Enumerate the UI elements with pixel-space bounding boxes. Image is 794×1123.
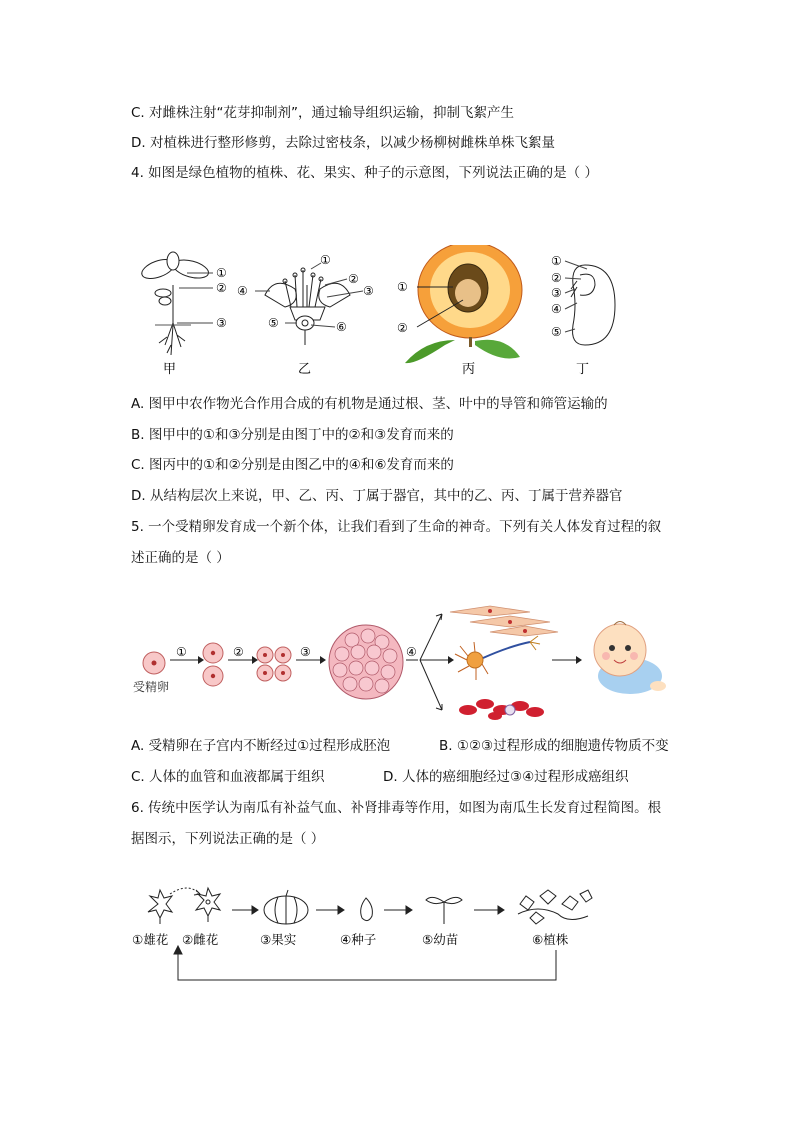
q5-option-c: C. 人体的血管和血液都属于组织 xyxy=(131,769,325,785)
ding-marker-3: ③ xyxy=(551,286,562,300)
pumpkin-plant-icon xyxy=(518,890,592,924)
q6-stem-line1: 6. 传统中医学认为南瓜有补益气血、补肾排毒等作用，如图为南瓜生长发育过程简图。根 xyxy=(131,800,662,816)
jia-label: 甲 xyxy=(163,362,177,377)
bing-label: 丙 xyxy=(462,362,476,377)
stage-seed: ④种子 xyxy=(340,932,377,947)
jia-marker-2: ② xyxy=(216,281,227,295)
four-cell-stage xyxy=(257,647,291,681)
yi-marker-4: ④ xyxy=(237,284,248,298)
stage-plant: ⑥植株 xyxy=(532,932,569,947)
ding-marker-2: ② xyxy=(551,271,562,285)
peach-bing-drawing xyxy=(405,245,522,363)
step-3-marker: ③ xyxy=(300,645,311,659)
q5-option-d: D. 人体的癌细胞经过③④过程形成癌组织 xyxy=(383,769,629,785)
q4-figure xyxy=(125,245,625,380)
blood-cells xyxy=(459,699,544,720)
plant-jia-drawing xyxy=(139,252,213,355)
yi-marker-1: ① xyxy=(320,253,331,267)
two-cell-stage xyxy=(203,643,223,686)
ding-marker-4: ④ xyxy=(551,302,562,316)
q5-stem-line2: 述正确的是（ ） xyxy=(131,550,230,566)
q6-figure xyxy=(128,884,598,989)
q4-option-a: A. 图甲中农作物光合作用合成的有机物是通过根、茎、叶中的导管和筛管运输的 xyxy=(131,396,608,412)
q4-stem: 4. 如图是绿色植物的植株、花、果实、种子的示意图，下列说法正确的是（ ） xyxy=(131,165,598,181)
yi-marker-6: ⑥ xyxy=(336,320,347,334)
q3-option-d: D. 对植株进行整形修剪，去除过密枝条，以减少杨柳树雌株单株飞絮量 xyxy=(131,135,555,151)
baby-illustration xyxy=(594,622,666,695)
q3-option-c: C. 对雌株注射“花芽抑制剂”，通过输导组织运输，抑制飞絮产生 xyxy=(131,105,514,121)
yi-marker-2: ② xyxy=(348,272,359,286)
q4-option-c: C. 图丙中的①和②分别是由图乙中的④和⑥发育而来的 xyxy=(131,457,454,473)
q5-option-b: B. ①②③过程形成的细胞遗传物质不变 xyxy=(439,738,669,754)
cell-cluster-stage xyxy=(329,625,403,699)
q5-stem-line1: 5. 一个受精卵发育成一个新个体，让我们看到了生命的神奇。下列有关人体发育过程的叙 xyxy=(131,519,662,535)
q5-option-a: A. 受精卵在子宫内不断经过①过程形成胚泡 xyxy=(131,738,391,754)
yi-label: 乙 xyxy=(298,362,312,377)
stage-fruit: ③果实 xyxy=(260,932,297,947)
ding-marker-1: ① xyxy=(551,254,562,268)
step-2-marker: ② xyxy=(233,645,244,659)
muscle-cells xyxy=(450,606,558,636)
step-1-marker: ① xyxy=(176,645,187,659)
seed-icon xyxy=(361,898,373,921)
bing-marker-2: ② xyxy=(397,321,408,335)
step-4-marker: ④ xyxy=(406,645,417,659)
jia-marker-3: ③ xyxy=(216,316,227,330)
ding-marker-5: ⑤ xyxy=(551,325,562,339)
stage-seedling: ⑤幼苗 xyxy=(422,932,459,947)
yi-marker-3: ③ xyxy=(363,284,374,298)
stage-female-flower: ②雌花 xyxy=(182,932,219,947)
q5-figure xyxy=(130,598,670,728)
seed-ding-drawing xyxy=(565,261,615,345)
ding-label: 丁 xyxy=(576,362,590,377)
pumpkin-icon xyxy=(264,890,308,924)
flower-yi-drawing xyxy=(255,263,363,345)
male-flower-icon xyxy=(148,890,172,924)
q4-option-d: D. 从结构层次上来说，甲、乙、丙、丁属于器官，其中的乙、丙、丁属于营养器官 xyxy=(131,488,623,504)
jia-marker-1: ① xyxy=(216,266,227,280)
zygote-label: 受精卵 xyxy=(133,680,170,694)
seedling-icon xyxy=(426,897,462,924)
neuron-cell xyxy=(455,636,540,680)
q6-stem-line2: 据图示，下列说法正确的是（ ） xyxy=(131,831,325,847)
bing-marker-1: ① xyxy=(397,280,408,294)
stage-male-flower: ①雄花 xyxy=(132,932,169,947)
yi-marker-5: ⑤ xyxy=(268,316,279,330)
q4-option-b: B. 图甲中的①和③分别是由图丁中的②和③发育而来的 xyxy=(131,427,454,443)
